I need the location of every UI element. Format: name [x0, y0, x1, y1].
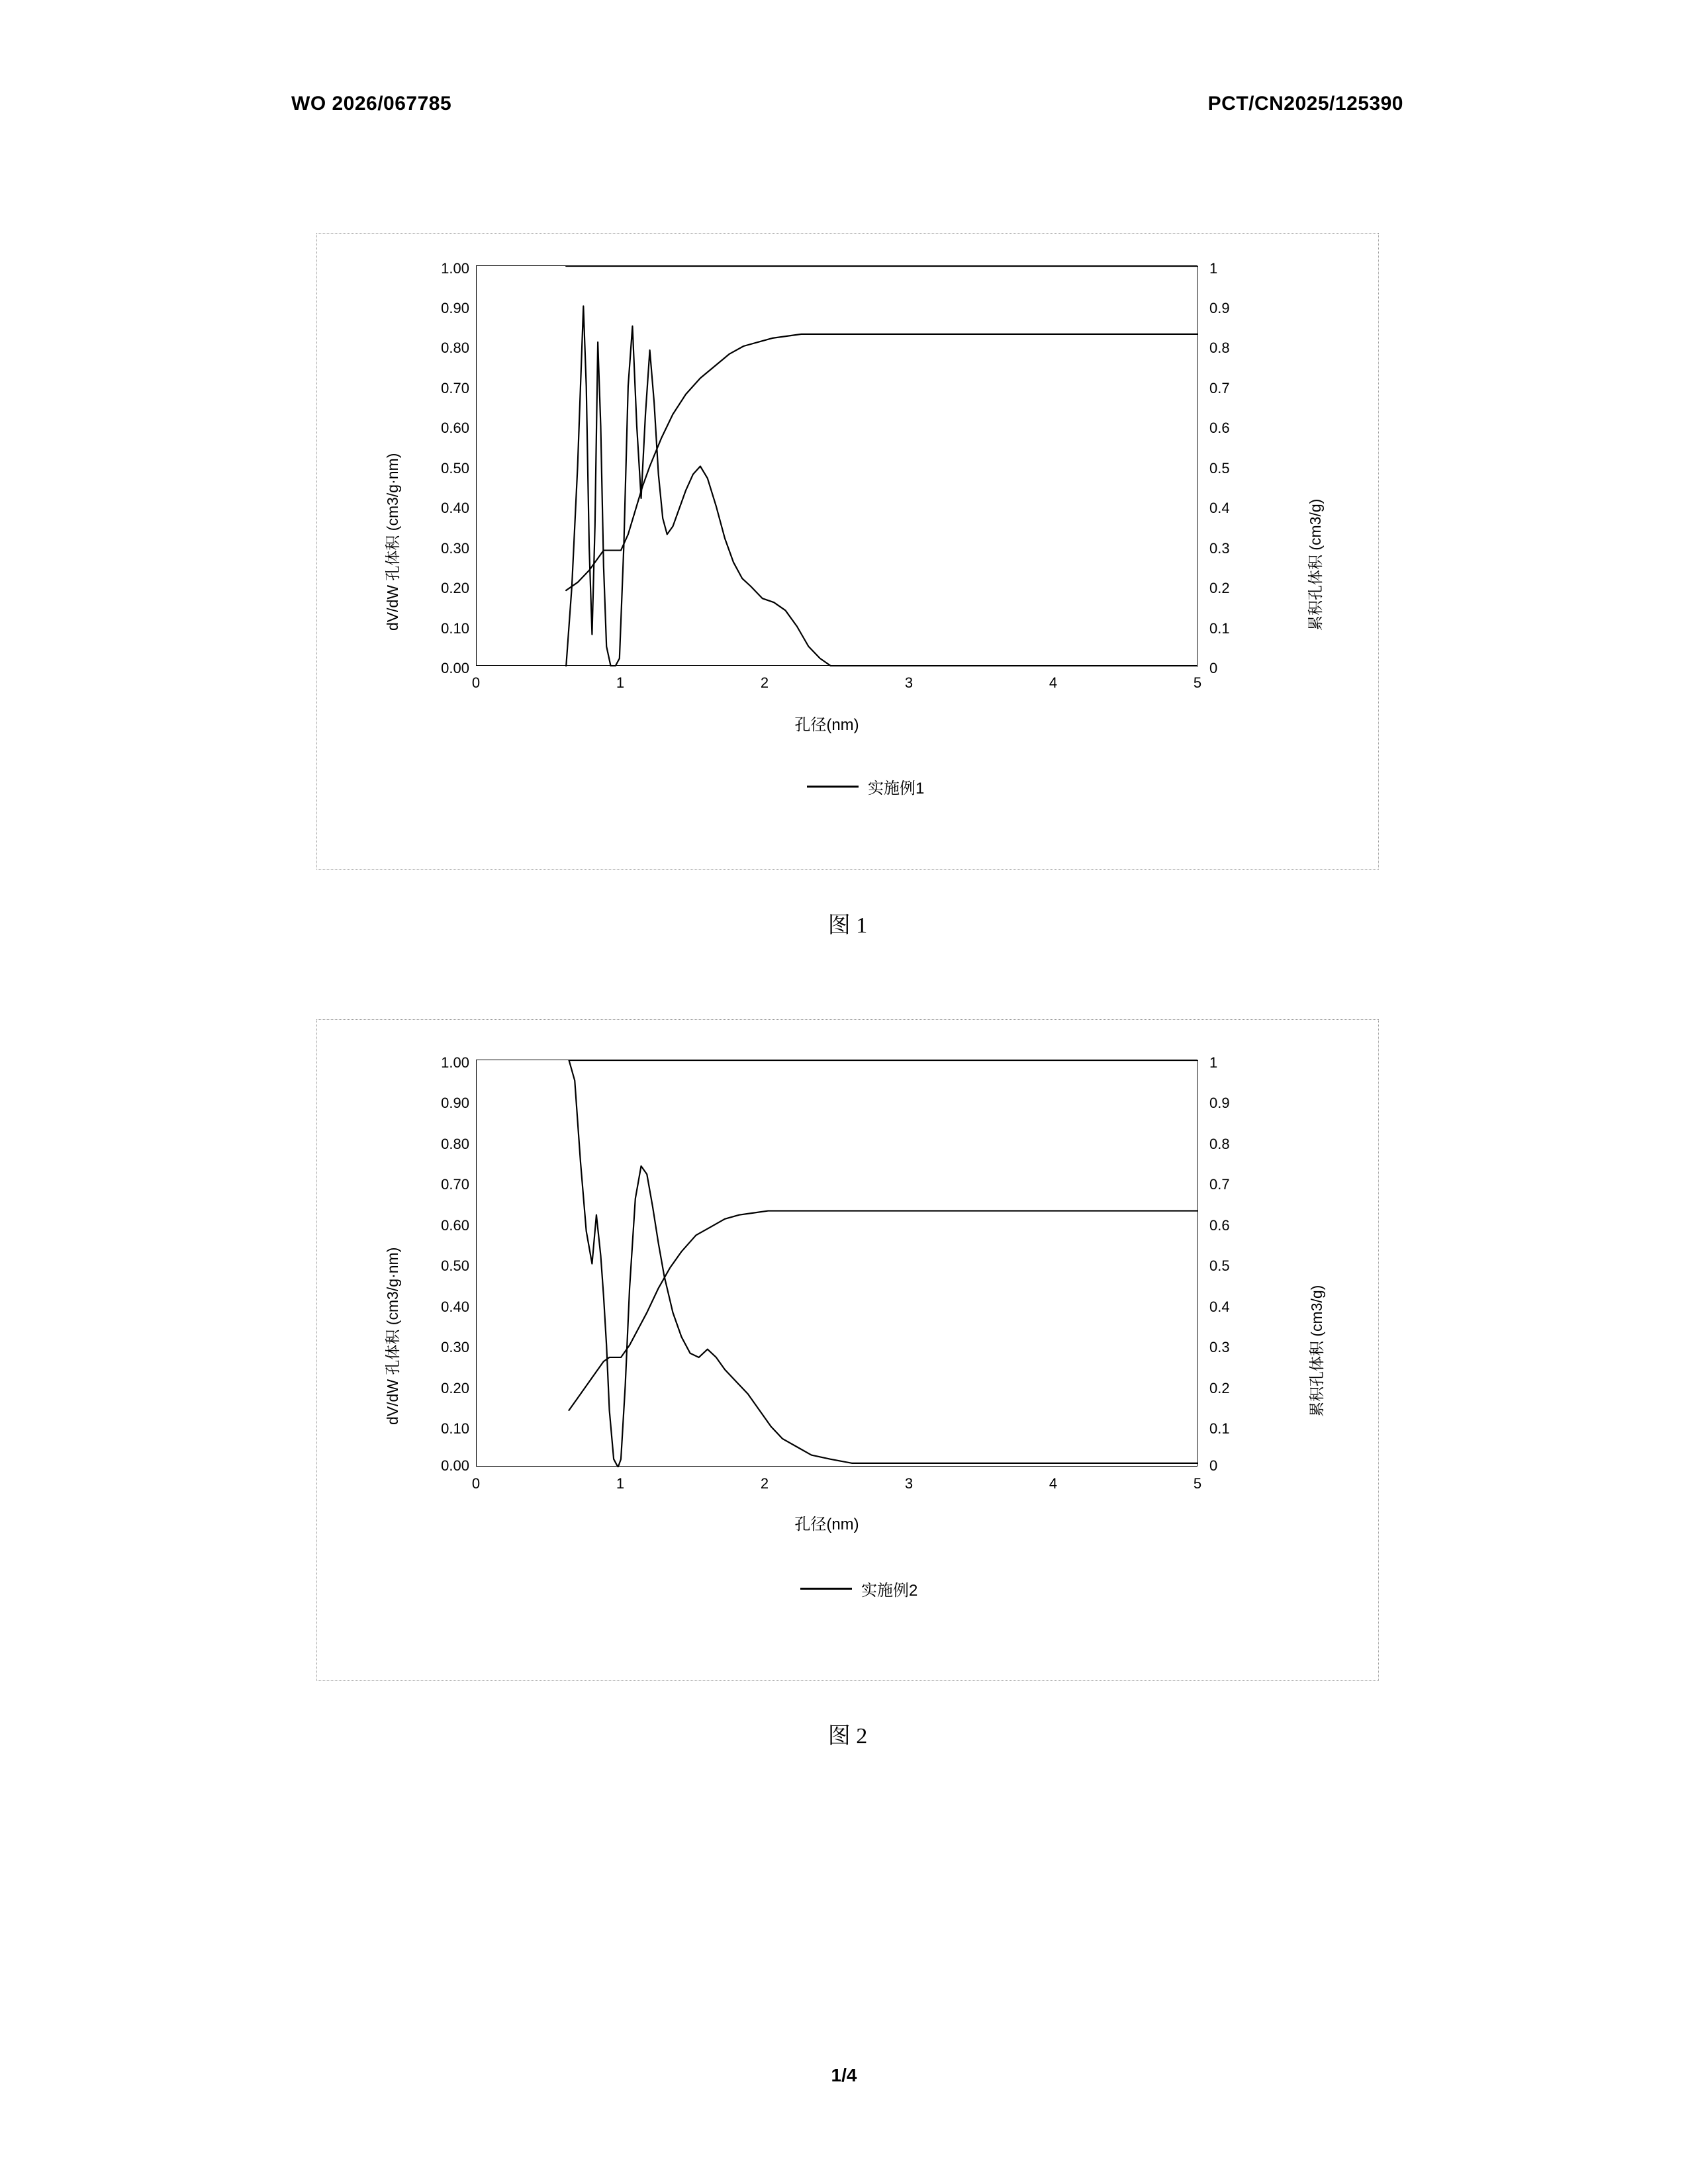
figure-2-ytick-left-8: 0.20: [441, 1380, 469, 1396]
figure-1-xtick-3: 3: [904, 674, 914, 691]
figure-1-ytick-right-6: 0.4: [1209, 500, 1230, 516]
figure-2-ytick-right-0: 1: [1209, 1054, 1218, 1071]
figure-1-ytick-right-1: 0.9: [1209, 300, 1230, 316]
figure-1-xtick-1: 1: [616, 674, 625, 691]
figure-2-caption: 图 2: [827, 1724, 868, 1749]
figure-2-ytick-right-3: 0.7: [1209, 1176, 1230, 1193]
figure-1-curves: [477, 266, 1198, 666]
figure-2-left-axis-title: dV/dW 孔体积 (cm3/g·nm): [384, 1247, 401, 1425]
figure-1-ytick-left-5: 0.50: [441, 460, 469, 477]
figure-1-ytick-right-10: 0: [1209, 660, 1218, 676]
page-footer: 1/4: [831, 2065, 857, 2085]
figure-2-ytick-left-5: 0.50: [441, 1257, 469, 1274]
figure-1-ytick-left-8: 0.20: [441, 580, 469, 596]
figure-1-xtick-4: 4: [1049, 674, 1058, 691]
figure-2-ytick-right-9: 0.1: [1209, 1420, 1230, 1437]
figure-1-legend: [807, 775, 924, 798]
figure-2-plot-area: [476, 1060, 1197, 1467]
figure-2-xtick-1: 1: [616, 1475, 625, 1492]
figure-2-xtick-3: 3: [904, 1475, 914, 1492]
figure-2-ytick-left-1: 0.90: [441, 1095, 469, 1111]
figure-1-legend-line-icon: [807, 786, 859, 788]
figure-1-ytick-left-2: 0.80: [441, 340, 469, 356]
figure-1-ytick-right-2: 0.8: [1209, 340, 1230, 356]
figure-1-ytick-right-0: 1: [1209, 260, 1218, 277]
figure-2-ytick-left-0: 1.00: [441, 1054, 469, 1071]
figure-1-x-axis-title: 孔径(nm): [794, 716, 859, 734]
series-0: [566, 306, 1198, 667]
figure-2-xtick-2: 2: [760, 1475, 769, 1492]
figure-1-ytick-right-9: 0.1: [1209, 620, 1230, 637]
figure-2-ytick-left-7: 0.30: [441, 1339, 469, 1355]
figure-2-legend-label: 实施例2: [861, 1582, 918, 1600]
series-1: [566, 334, 1198, 590]
figure-2-ytick-right-2: 0.8: [1209, 1136, 1230, 1152]
figure-2-ytick-left-9: 0.10: [441, 1420, 469, 1437]
figure-1-xtick-5: 5: [1193, 674, 1202, 691]
figure-1-left-axis-title: dV/dW 孔体积 (cm3/g·nm): [384, 453, 401, 631]
figure-2-ytick-right-10: 0: [1209, 1457, 1218, 1474]
figure-1-ytick-left-9: 0.10: [441, 620, 469, 637]
figure-2-xtick-5: 5: [1193, 1475, 1202, 1492]
figure-1-frame: [316, 233, 1379, 870]
figure-2-ytick-right-5: 0.5: [1209, 1257, 1230, 1274]
figure-1-legend-label: 实施例1: [868, 780, 925, 797]
figure-1-chart: [317, 234, 1378, 869]
figure-2-ytick-right-4: 0.6: [1209, 1217, 1230, 1234]
figure-1-xtick-2: 2: [760, 674, 769, 691]
figure-1-ytick-right-8: 0.2: [1209, 580, 1230, 596]
figure-2-legend: [800, 1577, 917, 1600]
header-publication-number: WO 2026/067785: [291, 93, 452, 114]
figure-2-xtick-0: 0: [471, 1475, 481, 1492]
figure-2-ytick-right-8: 0.2: [1209, 1380, 1230, 1396]
series-0: [569, 1060, 1198, 1467]
figure-1-ytick-left-3: 0.70: [441, 380, 469, 396]
figure-2-frame: [316, 1019, 1379, 1681]
figure-2-ytick-left-3: 0.70: [441, 1176, 469, 1193]
figure-1-xtick-0: 0: [471, 674, 481, 691]
figure-1-ytick-left-7: 0.30: [441, 540, 469, 557]
figure-1-ytick-right-4: 0.6: [1209, 420, 1230, 436]
figure-2-x-axis-title: 孔径(nm): [794, 1516, 859, 1533]
figure-2-legend-line-icon: [800, 1588, 852, 1590]
series-1: [569, 1211, 1198, 1410]
figure-2-xtick-4: 4: [1049, 1475, 1058, 1492]
figure-2-ytick-left-6: 0.40: [441, 1298, 469, 1315]
figure-1-caption: 图 1: [827, 913, 868, 938]
header-application-number: PCT/CN2025/125390: [1207, 93, 1403, 114]
figure-1-ytick-left-0: 1.00: [441, 260, 469, 277]
figure-2-ytick-right-7: 0.3: [1209, 1339, 1230, 1355]
figure-2-right-axis-title: 累积孔体积 (cm3/g): [1308, 1285, 1325, 1417]
figure-1-ytick-right-3: 0.7: [1209, 380, 1230, 396]
page-header: [291, 93, 1403, 115]
figure-2-chart: [317, 1020, 1378, 1680]
figure-1-plot-area: [476, 265, 1197, 666]
figure-1-ytick-left-10: 0.00: [441, 660, 469, 676]
figure-1-ytick-left-1: 0.90: [441, 300, 469, 316]
figure-2-curves: [477, 1060, 1198, 1467]
figure-2-ytick-right-1: 0.9: [1209, 1095, 1230, 1111]
figure-2-ytick-right-6: 0.4: [1209, 1298, 1230, 1315]
figure-1-ytick-left-6: 0.40: [441, 500, 469, 516]
figure-2-ytick-left-4: 0.60: [441, 1217, 469, 1234]
figure-2-ytick-left-10: 0.00: [441, 1457, 469, 1474]
figure-2-ytick-left-2: 0.80: [441, 1136, 469, 1152]
figure-1-ytick-left-4: 0.60: [441, 420, 469, 436]
figure-1-ytick-right-7: 0.3: [1209, 540, 1230, 557]
figure-1-ytick-right-5: 0.5: [1209, 460, 1230, 477]
figure-1-right-axis-title: 累积孔体积 (cm3/g): [1307, 498, 1324, 631]
